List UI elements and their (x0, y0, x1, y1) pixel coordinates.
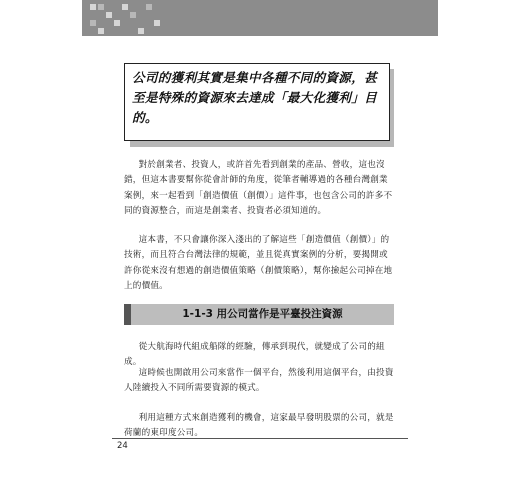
page-number: 24 (117, 441, 128, 451)
quote-text: 公司的獲利其實是集中各種不同的資源，甚至是特殊的資源來去達成「最大化獲利」目的。 (132, 70, 377, 125)
header-decoration (82, 0, 438, 36)
section-title: 1-1-3 用公司當作是平臺投注資源 (182, 308, 343, 320)
quote-frame (124, 63, 390, 141)
paragraph-5: 利用這種方式來創造獲利的機會，這家最早發明股票的公司，就是荷蘭的東印度公司。 (124, 413, 394, 439)
paragraph-3: 從大航海時代組成船隊的經驗，傳承到現代，就變成了公司的組成。 (124, 342, 385, 368)
section-heading (124, 304, 394, 325)
paragraph-1: 對於創業者、投資人，或許首先看到創業的產品、營收，這也沒錯，但這本書要幫你從會計師的角度，從筆者輔導過的各種台灣創業案例，來一起看到「創造價值（創價）」這件事，也包含公司的許多不同的資源整合，而這是創業者、投資者必須知道的。 (124, 160, 393, 216)
paragraph-4: 這時候也開啟用公司來當作一個平台，然後利用這個平台，由投資人陸續投入不同所需要資源的模式。 (124, 368, 394, 394)
footer-divider (112, 438, 408, 439)
paragraph-2: 這本書，不只會讓你深入淺出的了解這些「創造價值（創價）」的技術，而且符合台灣法律的規範，並且從真實案例的分析，要揭開或許你從來沒有想過的創造價值策略（創價策略），幫你撿起公司掉在地上的價值。 (124, 235, 393, 291)
quote-box (124, 63, 388, 141)
